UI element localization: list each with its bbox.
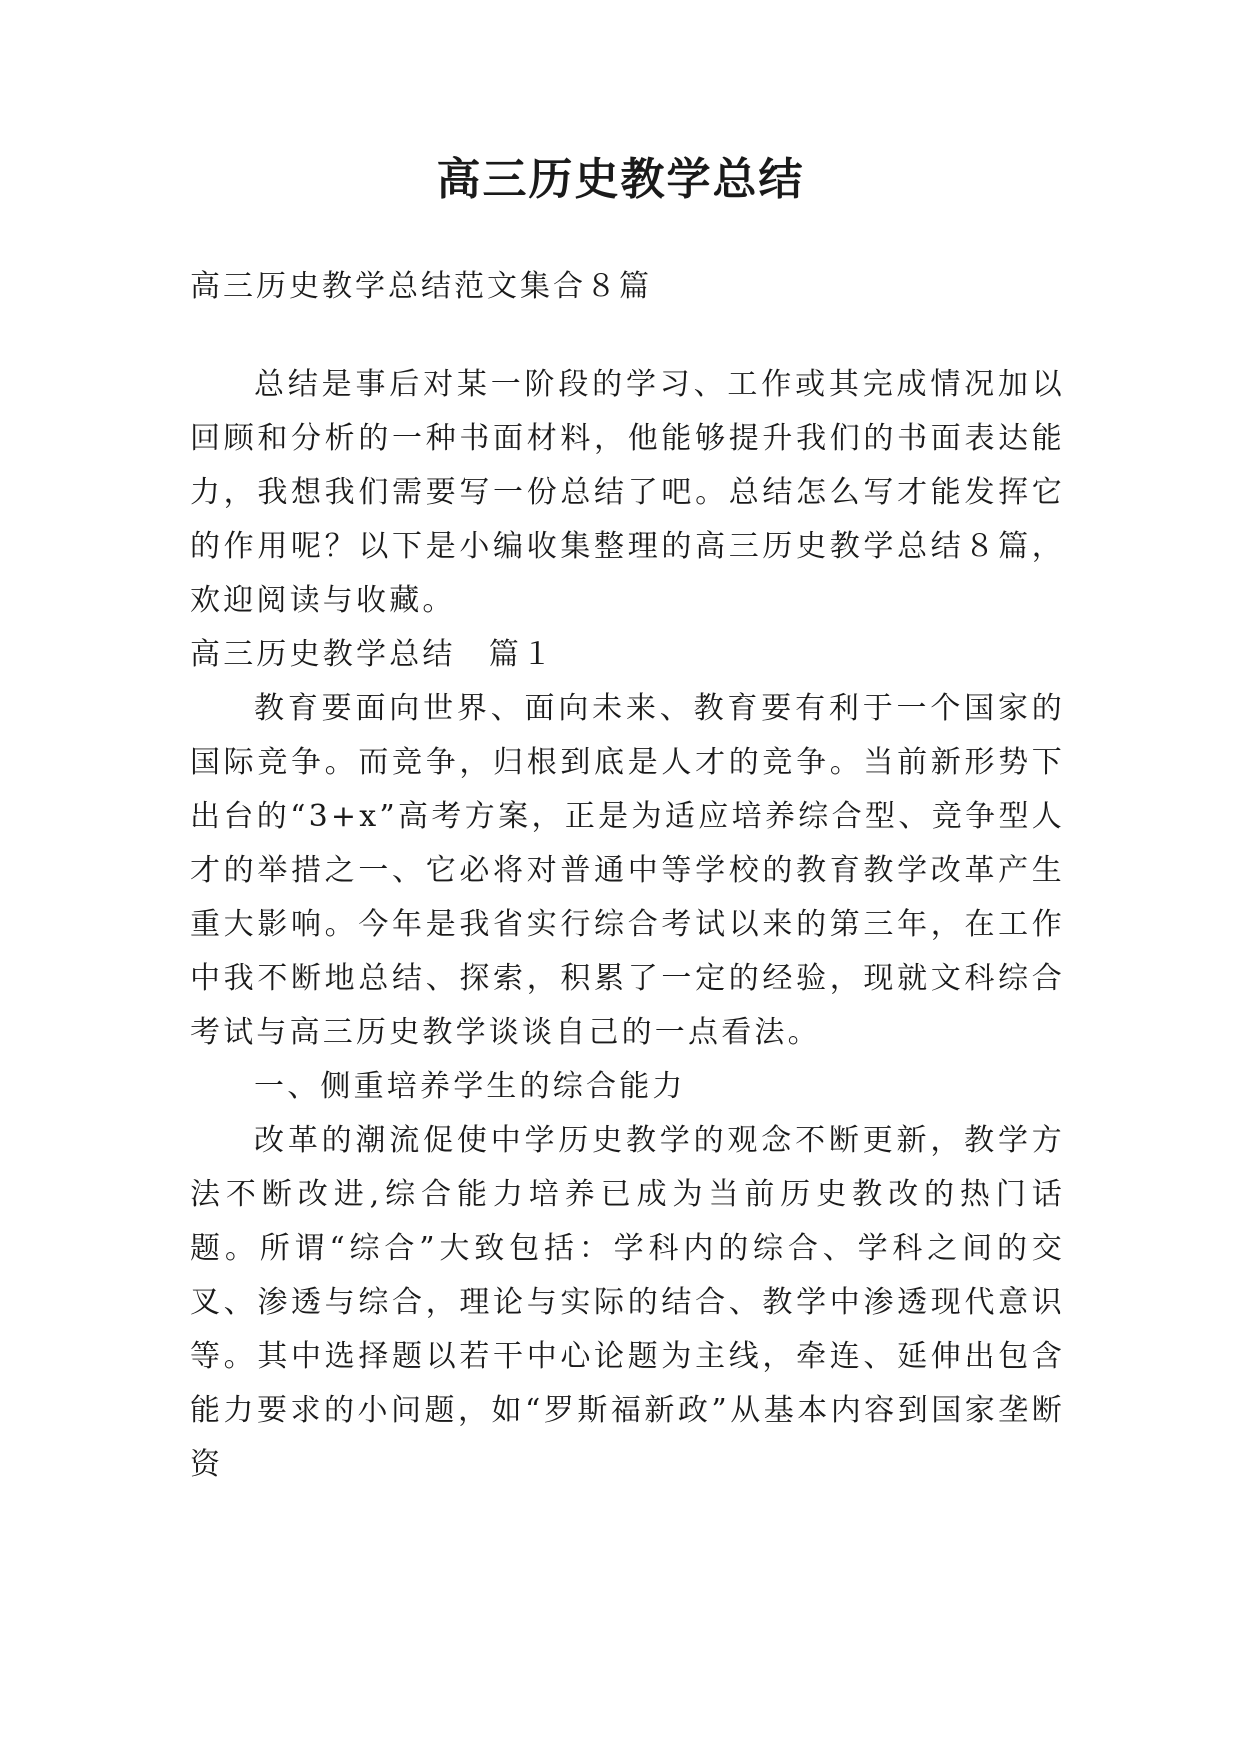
subheading: 一、侧重培养学生的综合能力 bbox=[254, 1069, 686, 1104]
body-paragraph: 教育要面向世界、面向未来、教育要有利于一个国家的国际竞争。而竞争，归根到底是人才的竞争。当前新形势下出台的“3+x”高考方案，正是为适应培养综合型、竞争型人才的举措之一、它必将对普通中等学校的教育教学改革产生重大影响。今年是我省实行综合考试以来的第三年，在工作中我不断地总结、探索，积累了一定的经验，现就文科综合考试与高三历史教学谈谈自己的一点看法。 bbox=[190, 691, 1065, 1050]
document-title: 高三历史教学总结 bbox=[436, 154, 805, 205]
document-body bbox=[190, 358, 1065, 1492]
document-subtitle: 高三历史教学总结范文集合８篇 bbox=[190, 269, 652, 304]
section-heading: 高三历史教学总结 篇１ bbox=[190, 637, 556, 672]
intro-paragraph: 总结是事后对某一阶段的学习、工作或其完成情况加以回顾和分析的一种书面材料，他能够提升我们的书面表达能力，我想我们需要写一份总结了吧。总结怎么写才能发挥它的作用呢？以下是小编收集整理的高三历史教学总结８篇，欢迎阅读与收藏。 bbox=[190, 367, 1065, 618]
body-paragraph: 改革的潮流促使中学历史教学的观念不断更新，教学方法不断改进,综合能力培养已成为当前历史教改的热门话题。所谓“综合”大致包括：学科内的综合、学科之间的交叉、渗透与综合，理论与实际的结合、教学中渗透现代意识等。其中选择题以若干中心论题为主线，牵连、延伸出包含能力要求的小问题，如“罗斯福新政”从基本内容到国家垄断资 bbox=[190, 1123, 1065, 1482]
